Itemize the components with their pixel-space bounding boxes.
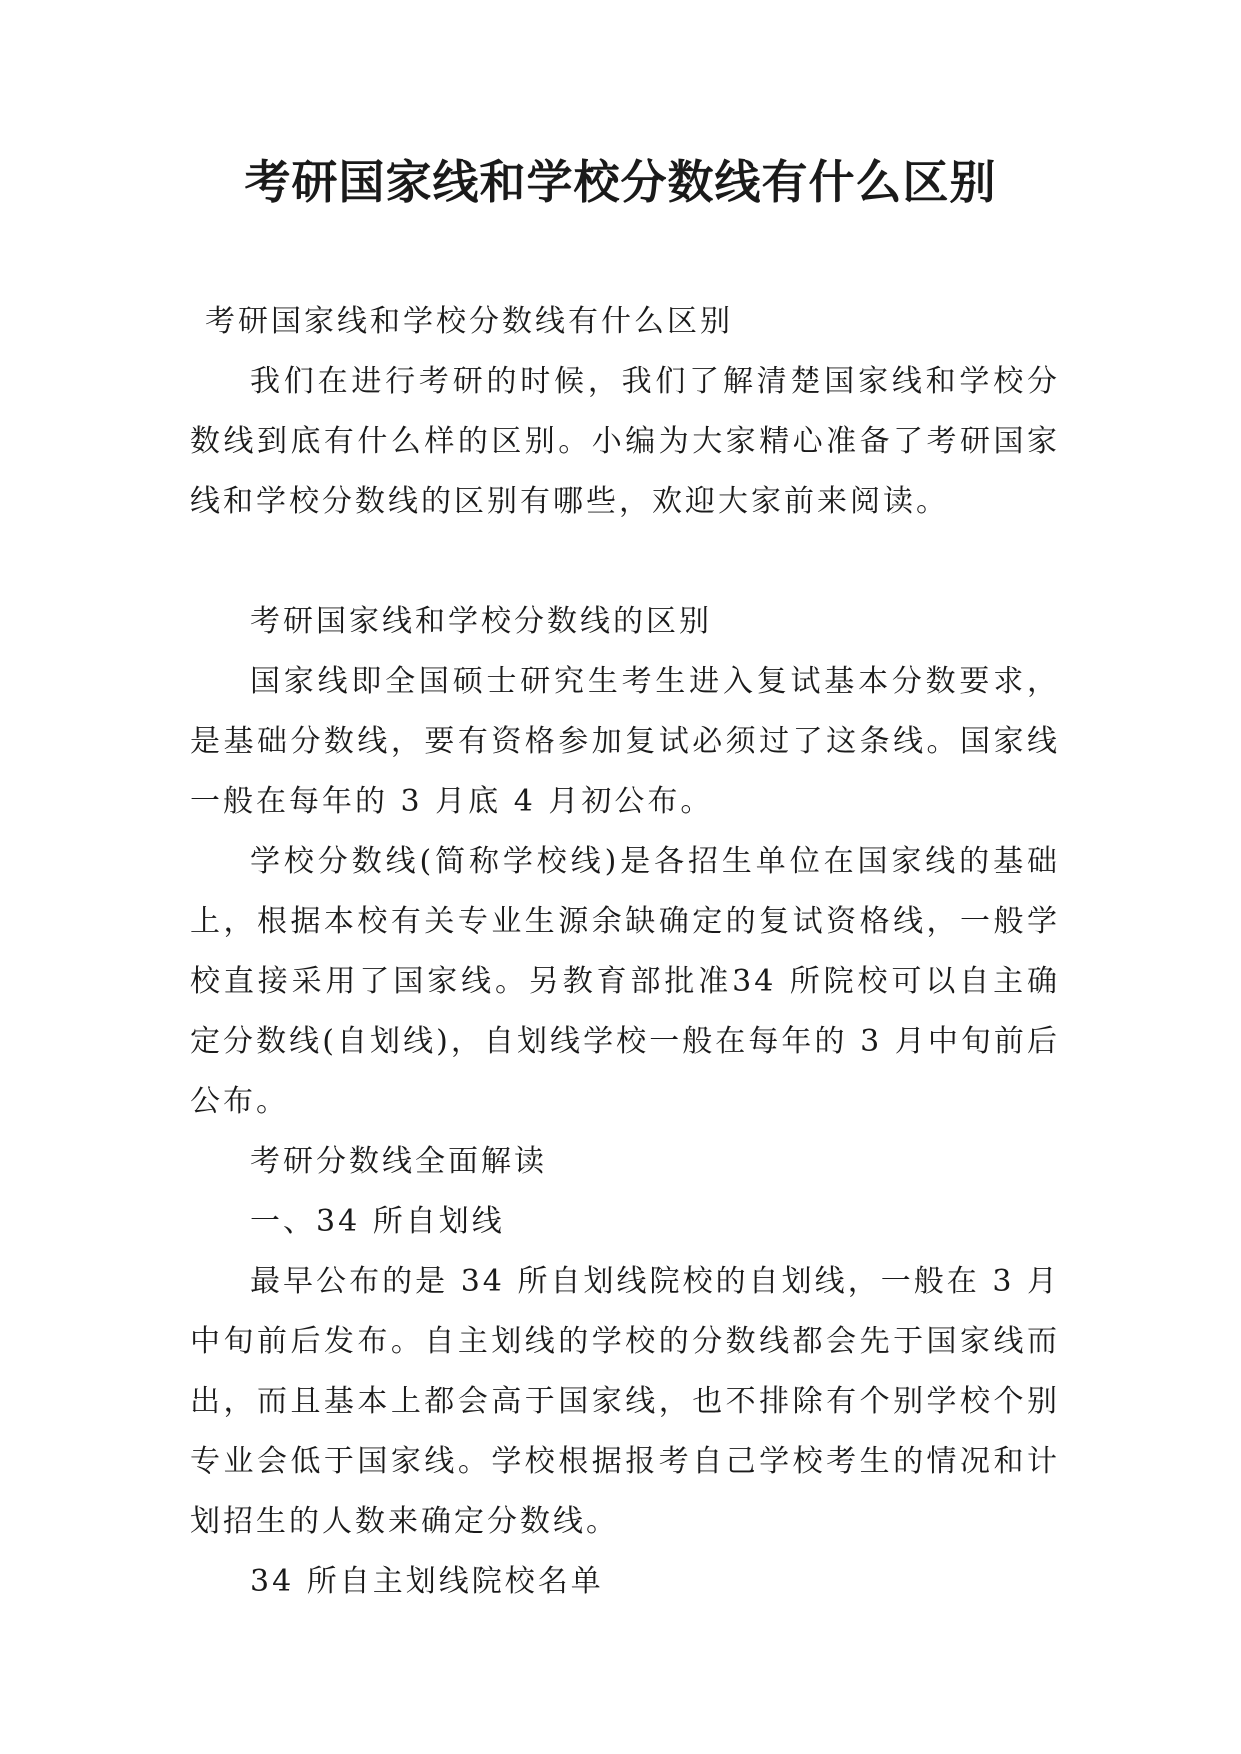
section-heading-difference: 考研国家线和学校分数线的区别 [250,604,712,639]
paragraph-self-lines: 最早公布的是 34 所自划线院校的自划线，一般在 3 月中旬前后发布。自主划线的学校的分数线都会先于国家线而出，而且基本上都会高于国家线，也不排除有个别学校个别专业会低于国家线。学校根据报考自己学校考生的情况和计划招生的人数来确定分数线。 [190,1264,1060,1539]
paragraph-national-line: 国家线即全国硕士研究生考生进入复试基本分数要求，是基础分数线，要有资格参加复试必须过了这条线。国家线一般在每年的 3 月底 4 月初公布。 [190,664,1060,819]
subheading-school-list: 34 所自主划线院校名单 [250,1564,604,1599]
subheading-34-schools: 一、34 所自划线 [250,1204,505,1239]
document-body [190,292,1060,1612]
section-heading-interpretation: 考研分数线全面解读 [250,1144,547,1179]
paragraph-school-line: 学校分数线(简称学校线)是各招生单位在国家线的基础上，根据本校有关专业生源余缺确定的复试资格线，一般学校直接采用了国家线。另教育部批准34 所院校可以自主确定分数线(自划线)，自划线学校一般在每年的 3 月中旬前后公布。 [190,844,1060,1119]
document-title: 考研国家线和学校分数线有什么区别 [244,155,997,209]
intro-paragraph: 我们在进行考研的时候，我们了解清楚国家线和学校分数线到底有什么样的区别。小编为大家精心准备了考研国家线和学校分数线的区别有哪些，欢迎大家前来阅读。 [190,364,1060,519]
subtitle-paragraph: 考研国家线和学校分数线有什么区别 [205,304,733,339]
